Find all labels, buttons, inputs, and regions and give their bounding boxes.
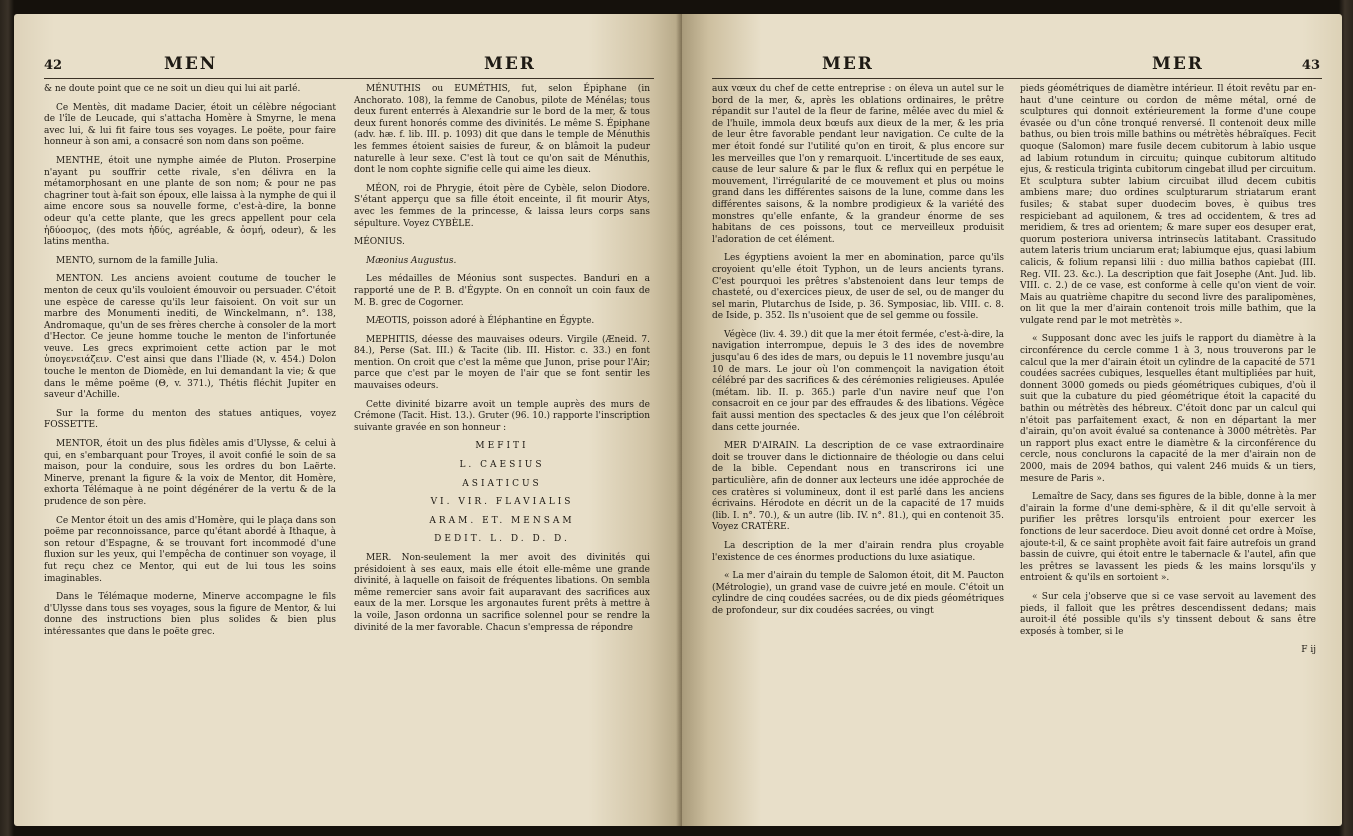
entry-mentor: MENTOR, étoit un des plus fidèles amis d'Ulysse, & celui à qui, en s'embarquant pour Troyes, il avoit confié le soin de sa maison, pour la conduire, sous les ordres du bon Laërte. Minerve, prenant la figure & la voix de Mentor, dit Homère, exhorta Télémaque à ne point dégénérer de la vertu & de la prudence de son père.	[44, 439, 336, 507]
column-left-1	[44, 84, 336, 646]
entry-meonius: MÉONIUS.	[354, 237, 405, 248]
paragraph: aux vœux du chef de cette entreprise : on éleva un autel sur le bord de la mer, &, après les oblations ordinaires, le prêtre répandit sur l'autel de la fleur de farine, mêlée avec du miel & de l'huile, immola deux bœufs aux dieux de la mer, & les pria de leur être favorable pendant leur navigation. Ce culte de la mer étoit fondé sur l'utilité qu'on en tiroit, & plus encore sur les merveilles que l'on y remarquoit. L'incertitude de ses eaux, cause de leur salure & par le flux & reflux qui en perpétue le mouvement, l'irrégularité de ce mouvement et plus ou moins grand dans les différentes saisons de la lune, comme dans les différentes saisons, & la nombre prodigieux & la variété des monstres qu'elle enfante, & la grandeur énorme de ses habitans de ces poissons, tout ce merveilleux produisit l'adoration de cet élément.	[712, 84, 1004, 245]
inscription-line: DEDIT. L. D. D. D.	[434, 534, 570, 545]
inscription	[354, 441, 650, 546]
paragraph: Cette divinité bizarre avoit un temple auprès des murs de Crémone (Tacit. Hist. 13.). Gruter (96. 10.) rapporte l'inscription suivante gravée en son honneur :	[354, 399, 650, 433]
inscription-line: VI. VIR. FLAVIALIS	[430, 497, 574, 508]
inscription-line: ASIATICUS	[462, 478, 542, 489]
inscription-line: ARAM. ET. MENSAM	[429, 515, 575, 526]
paragraph: pieds géométriques de diamètre intérieur. Il étoit revêtu par en-haut d'une ceinture ou cordon de même métal, orné de sculptures qui donnoit extérieurement la forme d'une coupe évasée ou d'un cône tronqué renversé. Il contenoit deux mille bathus, ou bien trois mille bathins ou métrètès hébraïques. Fecit quoque (Salomon) mare fusile decem cubitorum à labio usque ad labium rotundum in circuitu; quinque cubitorum altitudo ejus, & resticula triginta cubitorum cingebat illud per circuitum. Et sculptura subter labium circuibat illud decem cubitis ambiens mare; duo ordines sculpturarum striatarum erant fusiles; & stabat super duodecim boves, è quibus tres respiciebant ad aquilonem, & tres ad occidentem, & tres ad meridiem, & tres ad orientem; & mare super eos desuper erat, quorum posteriora universa intrinsecùs latitabant. Crassitudo autem lateris trium unciarum erat; labiumque ejus, quasi labium calicis, & folium repansi lilii : duo millia bathos capiebat (III. Reg. VII. 23. &c.). La description que fait Josephe (Ant. Jud. lib. VIII. c. 2.) de ce vase, est conforme à celle qu'on vient de voir. Mais au quatrième chapitre du second livre des paralipomènes, on lit que la mer d'airain contenoit trois mille bathim, que la vulgate rend par le mot metrètès ».	[1020, 84, 1316, 326]
running-head-left: MEN	[164, 54, 218, 74]
inscription-line: L. CAESIUS	[459, 460, 545, 471]
page-number-left: 42	[44, 58, 63, 73]
paragraph: Sur la forme du menton des statues antiques, voyez FOSSETTE.	[44, 408, 336, 431]
inscription-line: MEFITI	[475, 441, 529, 452]
entry-menthe: MENTHE, étoit une nymphe aimée de Pluton. Proserpine n'ayant pu souffrir cette rivale, s'en délivra en la métamorphosant en une plante de son nom; & pour ne pas chagriner tout à-fait son époux, elle laissa à la nymphe de qui il aime encore sous sa nouvelle forme, c'est-à-dire, la bonne odeur qu'a cette plante, que les grecs appellent pour cela ἡδύοσμος, (des mots ἡδύς, agréable, & ὀσμή, odeur), & les latins mentha.	[44, 155, 336, 248]
entry-mento: MENTO, surnom de la famille Julia.	[56, 255, 219, 266]
paragraph: « La mer d'airain du temple de Salomon étoit, dit M. Paucton (Métrologie), un grand vase de cuivre jeté en moule. C'étoit un cylindre de cinq coudées sacrées, ou de dix pieds géométriques de profondeur, sur dix coudées sacrées, ou vingt	[712, 571, 1004, 616]
entry-mephitis: MEPHITIS, déesse des mauvaises odeurs. Virgile (Æneid. 7. 84.), Perse (Sat. III.) & Tacite (lib. III. Histor. c. 33.) en font mention. On croit que c'est la même que Junon, prise pour l'Air; parce que c'est par le moyen de l'air que se font sentir les mauvaises odeurs.	[354, 334, 650, 392]
page-number-right: 43	[1301, 58, 1320, 73]
signature-mark: F ij	[1301, 645, 1316, 656]
paragraph: « Supposant donc avec les juifs le rapport du diamètre à la circonférence du cercle comme 1 à 3, nous trouverons par le calcul que la mer d'airain étoit un cylindre de la capacité de 571 coudées sacrées cubiques, lesquelles étant multipliées par huit, donnent 3000 gomeds ou pieds géométriques cubiques, d'où il suit que la cubature du pied géométrique étoit la capacité du bathin ou métrètès des hébreux. C'étoit donc par un calcul qui n'étoit pas parfaitement exact, & non en départant la mer d'airain, qu'on avoit évalué sa contenance à 3000 métrètès. Par un rapport plus exact entre le diamètre & la circonférence du cercle, nous conclurons la capacité de la mer d'airain non de 2000, mais de 2094 bathos, qui valent 246 muids & un tiers, mesure de Paris ».	[1020, 334, 1316, 484]
paragraph: « Sur cela j'observe que si ce vase servoit au lavement des pieds, il falloit que les prêtres descendissent dedans; mais auroit-il été possible qu'ils s'y tinssent debout & sans être exposés à tomber, si le	[1020, 591, 1316, 637]
paragraph: Les médailles de Méonius sont suspectes. Banduri en a rapporté une de P. B. d'Égypte. On en connoît un coin faux de M. B. grec de Cogorner.	[354, 274, 650, 308]
column-left-2	[354, 84, 650, 641]
paragraph: Lemaître de Sacy, dans ses figures de la bible, donne à la mer d'airain la forme d'une demi-sphère, & il dit qu'elle servoit à purifier les prêtres lorsqu'ils entroient pour exercer les fonctions de leur sacerdoce. Dieu avoit donné cet ordre à Moïse, ajoute-t-il, & ce saint prophète avoit fait faire autrefois un grand bassin de cuivre, qui étoit entre le tabernacle & l'autel, afin que les prêtres se lavassent les pieds & les mains lorsqu'ils y entroient & qu'ils en sortoient ».	[1020, 492, 1316, 584]
paragraph: & ne doute point que ce ne soit un dieu qui lui ait parlé.	[44, 84, 301, 94]
running-head-right: MER	[484, 54, 536, 74]
running-head-left: MER	[822, 54, 874, 74]
running-head-right: MER	[1152, 54, 1204, 74]
paragraph: Dans le Télémaque moderne, Minerve accompagne le fils d'Ulysse dans tous ses voyages, sous la figure de Mentor, & lui donne des instructions bien plus solides & bien plus intéressantes que dans le poëte grec.	[44, 592, 336, 637]
header-rule	[712, 78, 1322, 79]
column-right-1	[712, 84, 1004, 625]
paragraph: La description de la mer d'airain rendra plus croyable l'existence de ces énormes productions du luxe asiatique.	[712, 540, 1004, 563]
entry-meon: MÉON, roi de Phrygie, étoit père de Cybèle, selon Diodore. S'étant apperçu que sa fille étoit enceinte, il fit mourir Atys, avec les femmes de la princesse, & laissa leurs corps sans sépulture. Voyez CYBÈLE.	[354, 183, 650, 229]
column-right-2	[1020, 84, 1316, 664]
right-page	[682, 14, 1342, 826]
paragraph: Végèce (liv. 4. 39.) dit que la mer étoit fermée, c'est-à-dire, la navigation interrompue, depuis le 3 des ides de novembre jusqu'au 6 des ides de mars, ou depuis le 11 novembre jusqu'au 10 de mars. Le jour où l'on commençoit la navigation étoit célébré par des sacrifices & des cérémonies religieuses. Apulée (métam. lib. II. p. 365.) parle d'un navire neuf que l'on consacroit en ce jour par des effraudes & des libations. Végèce fait aussi mention des spectacles & des jeux que l'on célébroit dans cette journée.	[712, 329, 1004, 433]
paragraph: Les égyptiens avoient la mer en abomination, parce qu'ils croyoient qu'elle étoit Typhon, un de leurs ancients tyrans. C'est pourquoi les prêtres s'abstenoient dans leur temps de chasteté, ou d'exercices pieux, de user de sel, ou de manger du sel marin, Plutarchus de Iside, p. 36. Symposiac, lib. VIII. c. 8. de Iside, p. 352. Ils n'usoient que de sel gemme ou fossile.	[712, 253, 1004, 322]
header-rule	[44, 78, 654, 79]
paragraph: Ce Mentès, dit madame Dacier, étoit un célèbre négociant de l'île de Leucade, qui s'attacha Homère à Smyrne, le mena avec lui, & lui fit faire tous ses voyages. Le poëte, pour faire honneur à son ami, a consacré son nom dans son poëme.	[44, 102, 336, 148]
entry-maeotis: MÆOTIS, poisson adoré à Éléphantine en Égypte.	[366, 316, 595, 327]
meonius-legend: Mæonius Augustus.	[366, 255, 457, 266]
entry-mer-d-airain: MER D'AIRAIN. La description de ce vase extraordinaire doit se trouver dans le dictionnaire de théologie ou dans celui de la bible. Cependant nous en transcrirons ici une particulière, afin de donner aux lecteurs une idée approchée de ces cratères si volumineux, dont il est parlé dans les anciens écrivains. Hérodote en décrit un de la capacité de 17 muids (lib. I. n°. 70.), & un autre (lib. IV. n°. 81.), qui en contenoit 35. Voyez CRATÈRE.	[712, 441, 1004, 533]
entry-mer: MER. Non-seulement la mer avoit des divinités qui présidoient à ses eaux, mais elle étoit elle-même une grande divinité, à laquelle on faisoit de fréquentes libations. On sembla même remercier sans avoir fait auparavant des sacrifices aux eaux de la mer. Lorsque les argonautes furent prêts à mettre à la voile, Jason ordonna un sacrifice solennel pour se rendre la divinité de la mer favorable. Chacun s'empressa de répondre	[354, 553, 650, 633]
paragraph: Ce Mentor étoit un des amis d'Homère, qui le plaça dans son poëme par reconnoissance, parce qu'étant abordé à Ithaque, à son retour d'Espagne, & se trouvant fort incommodé d'une fluxion sur les yeux, qui l'empêcha de continuer son voyage, il fut reçu chez ce Mentor, qui eut de lui tous les soins imaginables.	[44, 515, 336, 584]
left-page	[14, 14, 682, 826]
entry-menuthis: MÉNUTHIS ou EUMÉTHIS, fut, selon Épiphane (in Anchorato. 108), la femme de Canobus, pilote de Ménélas; tous deux furent enterrés à Alexandrie sur le bord de la mer, & tous deux furent honorés comme des divinités. Le même S. Épiphane (adv. hæ. f. lib. III. p. 1093) dit que dans le temple de Ménuthis les femmes étoient saisies de fureur, & on blâmoit la pudeur naturelle à leur sexe. C'est là tout ce qu'on sait de Ménuthis, dont le nom cophte signifie celle qui aime les dieux.	[354, 84, 650, 176]
entry-menton: MENTON. Les anciens avoient coutume de toucher le menton de ceux qu'ils vouloient émouvoir ou persuader. C'étoit une espèce de caresse qu'ils leur faisoient. On voit sur un marbre des Monumenti inediti, de Winckelmann, n°. 138, Andromaque, qu'un de ses frères cherche à consoler de la mort d'Hector. Ce jeune homme touche le menton de l'infortunée veuve. Les grecs exprimoient cette action par le mot ὑπογενειάζειν. C'est ainsi que dans l'Iliade (ℵ, v. 454.) Dolon touche le menton de Diomède, en lui demandant la vie; & que dans le même poëme (Θ, v. 371.), Thétis fléchit Jupiter en saveur d'Achille.	[44, 274, 336, 401]
